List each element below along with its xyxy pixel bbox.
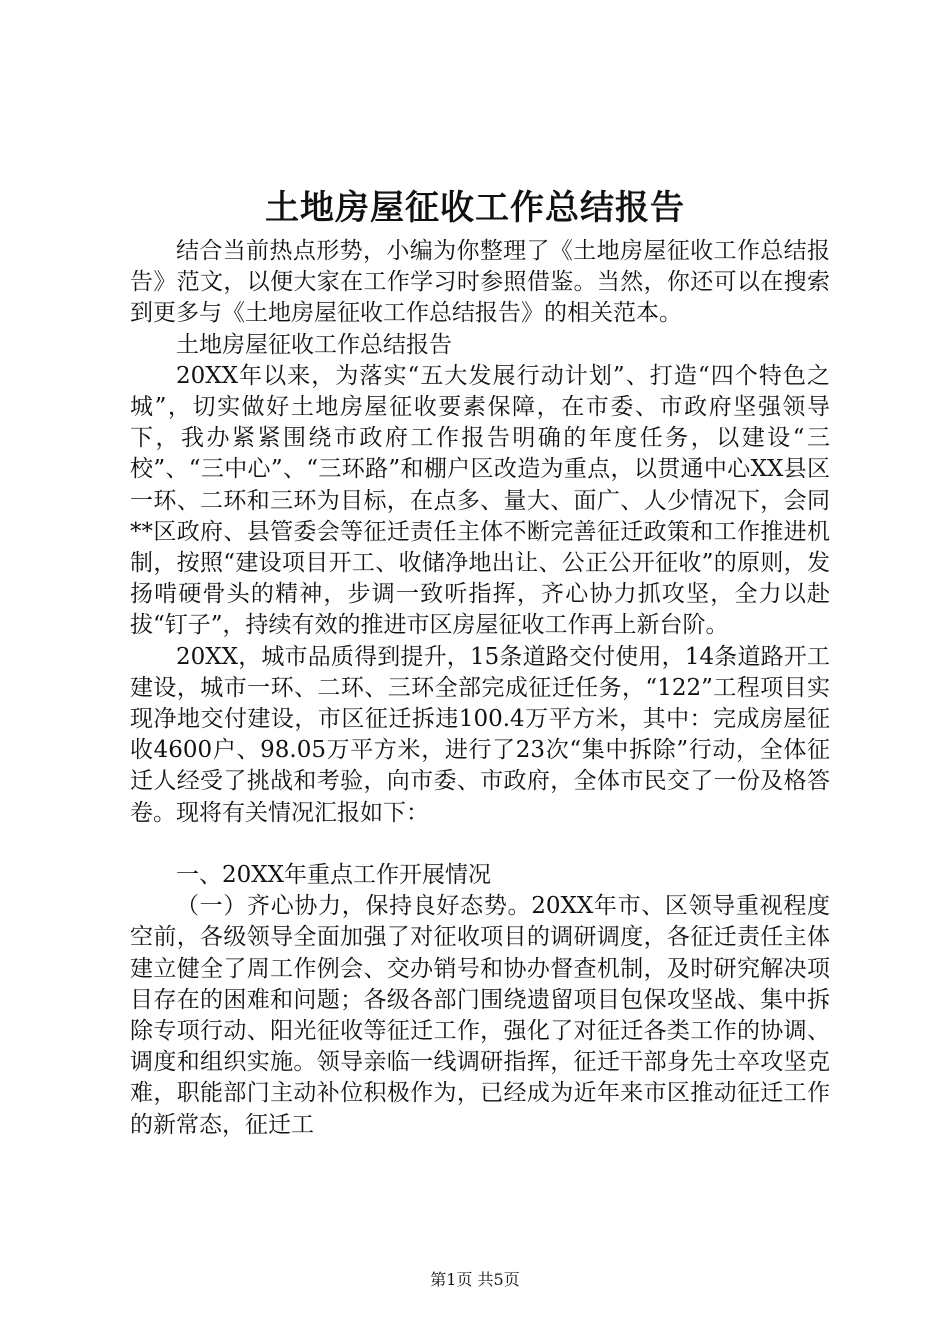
body-paragraph: 20XX，城市品质得到提升，15条道路交付使用，14条道路开工建设，城市一环、二环、三环全部完成征迁任务，“122”工程项目实现净地交付建设，市区征迁拆违100.4万平方米，其中：完成房屋征收4600户、98.05万平方米，进行了23次“集中拆除”行动，全体征迁人经受了挑战和考验，向市委、市政府，全体市民交了一份及格答卷。现将有关情况汇报如下： xyxy=(130,643,830,826)
document-title: 土地房屋征收工作总结报告 xyxy=(265,188,685,228)
paragraph-spacer xyxy=(130,829,830,860)
subtitle-paragraph: 土地房屋征收工作总结报告 xyxy=(176,331,452,358)
page-footer: 第1页 共5页 xyxy=(430,1270,520,1289)
document-body xyxy=(130,236,830,1141)
intro-paragraph: 结合当前热点形势，小编为你整理了《土地房屋征收工作总结报告》范文，以便大家在工作学习时参照借鉴。当然，你还可以在搜索到更多与《土地房屋征收工作总结报告》的相关范本。 xyxy=(130,238,830,327)
body-paragraph: （一）齐心协力，保持良好态势。20XX年市、区领导重视程度空前，各级领导全面加强了对征收项目的调研调度，各征迁责任主体建立健全了周工作例会、交办销号和协办督查机制，及时研究解决项目存在的困难和问题；各级各部门围绕遗留项目包保攻坚战、集中拆除专项行动、阳光征收等征迁工作，强化了对征迁各类工作的协调、调度和组织实施。领导亲临一线调研指挥，征迁干部身先士卒攻坚克难，职能部门主动补位积极作为，已经成为近年来市区推动征迁工作的新常态，征迁工 xyxy=(130,893,830,1138)
body-paragraph: 20XX年以来，为落实“五大发展行动计划”、打造“四个特色之城”，切实做好土地房屋征收要素保障，在市委、市政府坚强领导下，我办紧紧围绕市政府工作报告明确的年度任务，以建设“三校”、“三中心”、“三环路”和棚户区改造为重点，以贯通中心XX县区一环、二环和三环为目标，在点多、量大、面广、人少情况下，会同**区政府、县管委会等征迁责任主体不断完善征迁政策和工作推进机制，按照“建设项目开工、收储净地出让、公正公开征收”的原则，发扬啃硬骨头的精神，步调一致听指挥，齐心协力抓攻坚，全力以赴拔“钉子”，持续有效的推进市区房屋征收工作再上新台阶。 xyxy=(130,362,830,639)
section-heading: 一、20XX年重点工作开展情况 xyxy=(176,862,492,889)
